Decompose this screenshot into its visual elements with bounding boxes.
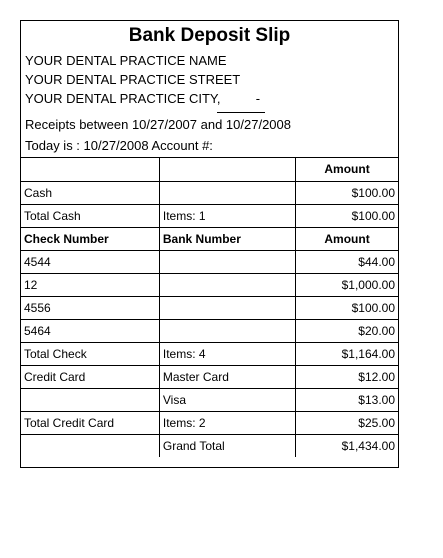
practice-street: YOUR DENTAL PRACTICE STREET [25, 72, 241, 87]
table-cell: Items: 1 [159, 204, 295, 227]
check-header-row [21, 227, 398, 250]
table-cell: $100.00 [296, 181, 398, 204]
table-cell: Check Number [21, 227, 159, 250]
table-cell: $1,434.00 [296, 434, 398, 457]
table-cell: $100.00 [296, 204, 398, 227]
table-cell: Cash [21, 181, 159, 204]
table-row [21, 388, 398, 411]
table-row [21, 342, 398, 365]
table-cell: $100.00 [296, 296, 398, 319]
table-row [21, 411, 398, 434]
table-cell [159, 250, 295, 273]
table-cell: 12 [21, 273, 159, 296]
practice-name: YOUR DENTAL PRACTICE NAME [25, 53, 227, 68]
table-row [21, 204, 398, 227]
table-cell: $1,000.00 [296, 273, 398, 296]
table-cell: Master Card [159, 365, 295, 388]
table-cell: Items: 4 [159, 342, 295, 365]
amount-header: Amount [296, 158, 398, 181]
table-cell: Amount [296, 227, 398, 250]
table-cell [159, 158, 295, 181]
table-cell [159, 181, 295, 204]
practice-city-text: YOUR DENTAL PRACTICE CITY, [25, 91, 221, 106]
table-row [21, 365, 398, 388]
table-cell: 5464 [21, 319, 159, 342]
today-account-line: Today is : 10/27/2008 Account #: [25, 138, 213, 153]
practice-city [25, 91, 260, 106]
table-row [21, 181, 398, 204]
table-cell: Bank Number [159, 227, 295, 250]
table-cell: Credit Card [21, 365, 159, 388]
table-cell [21, 158, 159, 181]
table-cell: $1,164.00 [296, 342, 398, 365]
table-cell: Items: 2 [159, 411, 295, 434]
city-underline [217, 112, 265, 113]
table-cell: $13.00 [296, 388, 398, 411]
slip-title: Bank Deposit Slip [128, 25, 291, 46]
table-row [21, 273, 398, 296]
table-cell [21, 388, 159, 411]
table-cell: $44.00 [296, 250, 398, 273]
table-cell: 4544 [21, 250, 159, 273]
table-row [21, 250, 398, 273]
practice-city-suffix: - [255, 91, 261, 106]
table-cell: $25.00 [296, 411, 398, 434]
table-cell: $12.00 [296, 365, 398, 388]
table-cell: Visa [159, 388, 295, 411]
table-cell: 4556 [21, 296, 159, 319]
table-cell: Total Cash [21, 204, 159, 227]
table-cell [21, 434, 159, 457]
table-cell [159, 296, 295, 319]
table-cell [159, 273, 295, 296]
table-row [21, 296, 398, 319]
table-cell: $20.00 [296, 319, 398, 342]
table-row [21, 434, 398, 457]
table-row [21, 319, 398, 342]
deposit-slip [20, 20, 399, 468]
table-header-row [21, 158, 398, 181]
table-cell: Total Check [21, 342, 159, 365]
table-cell [159, 319, 295, 342]
table-cell: Grand Total [159, 434, 295, 457]
table-cell: Total Credit Card [21, 411, 159, 434]
receipts-range: Receipts between 10/27/2007 and 10/27/2008 [25, 117, 291, 132]
deposit-table [21, 158, 398, 457]
